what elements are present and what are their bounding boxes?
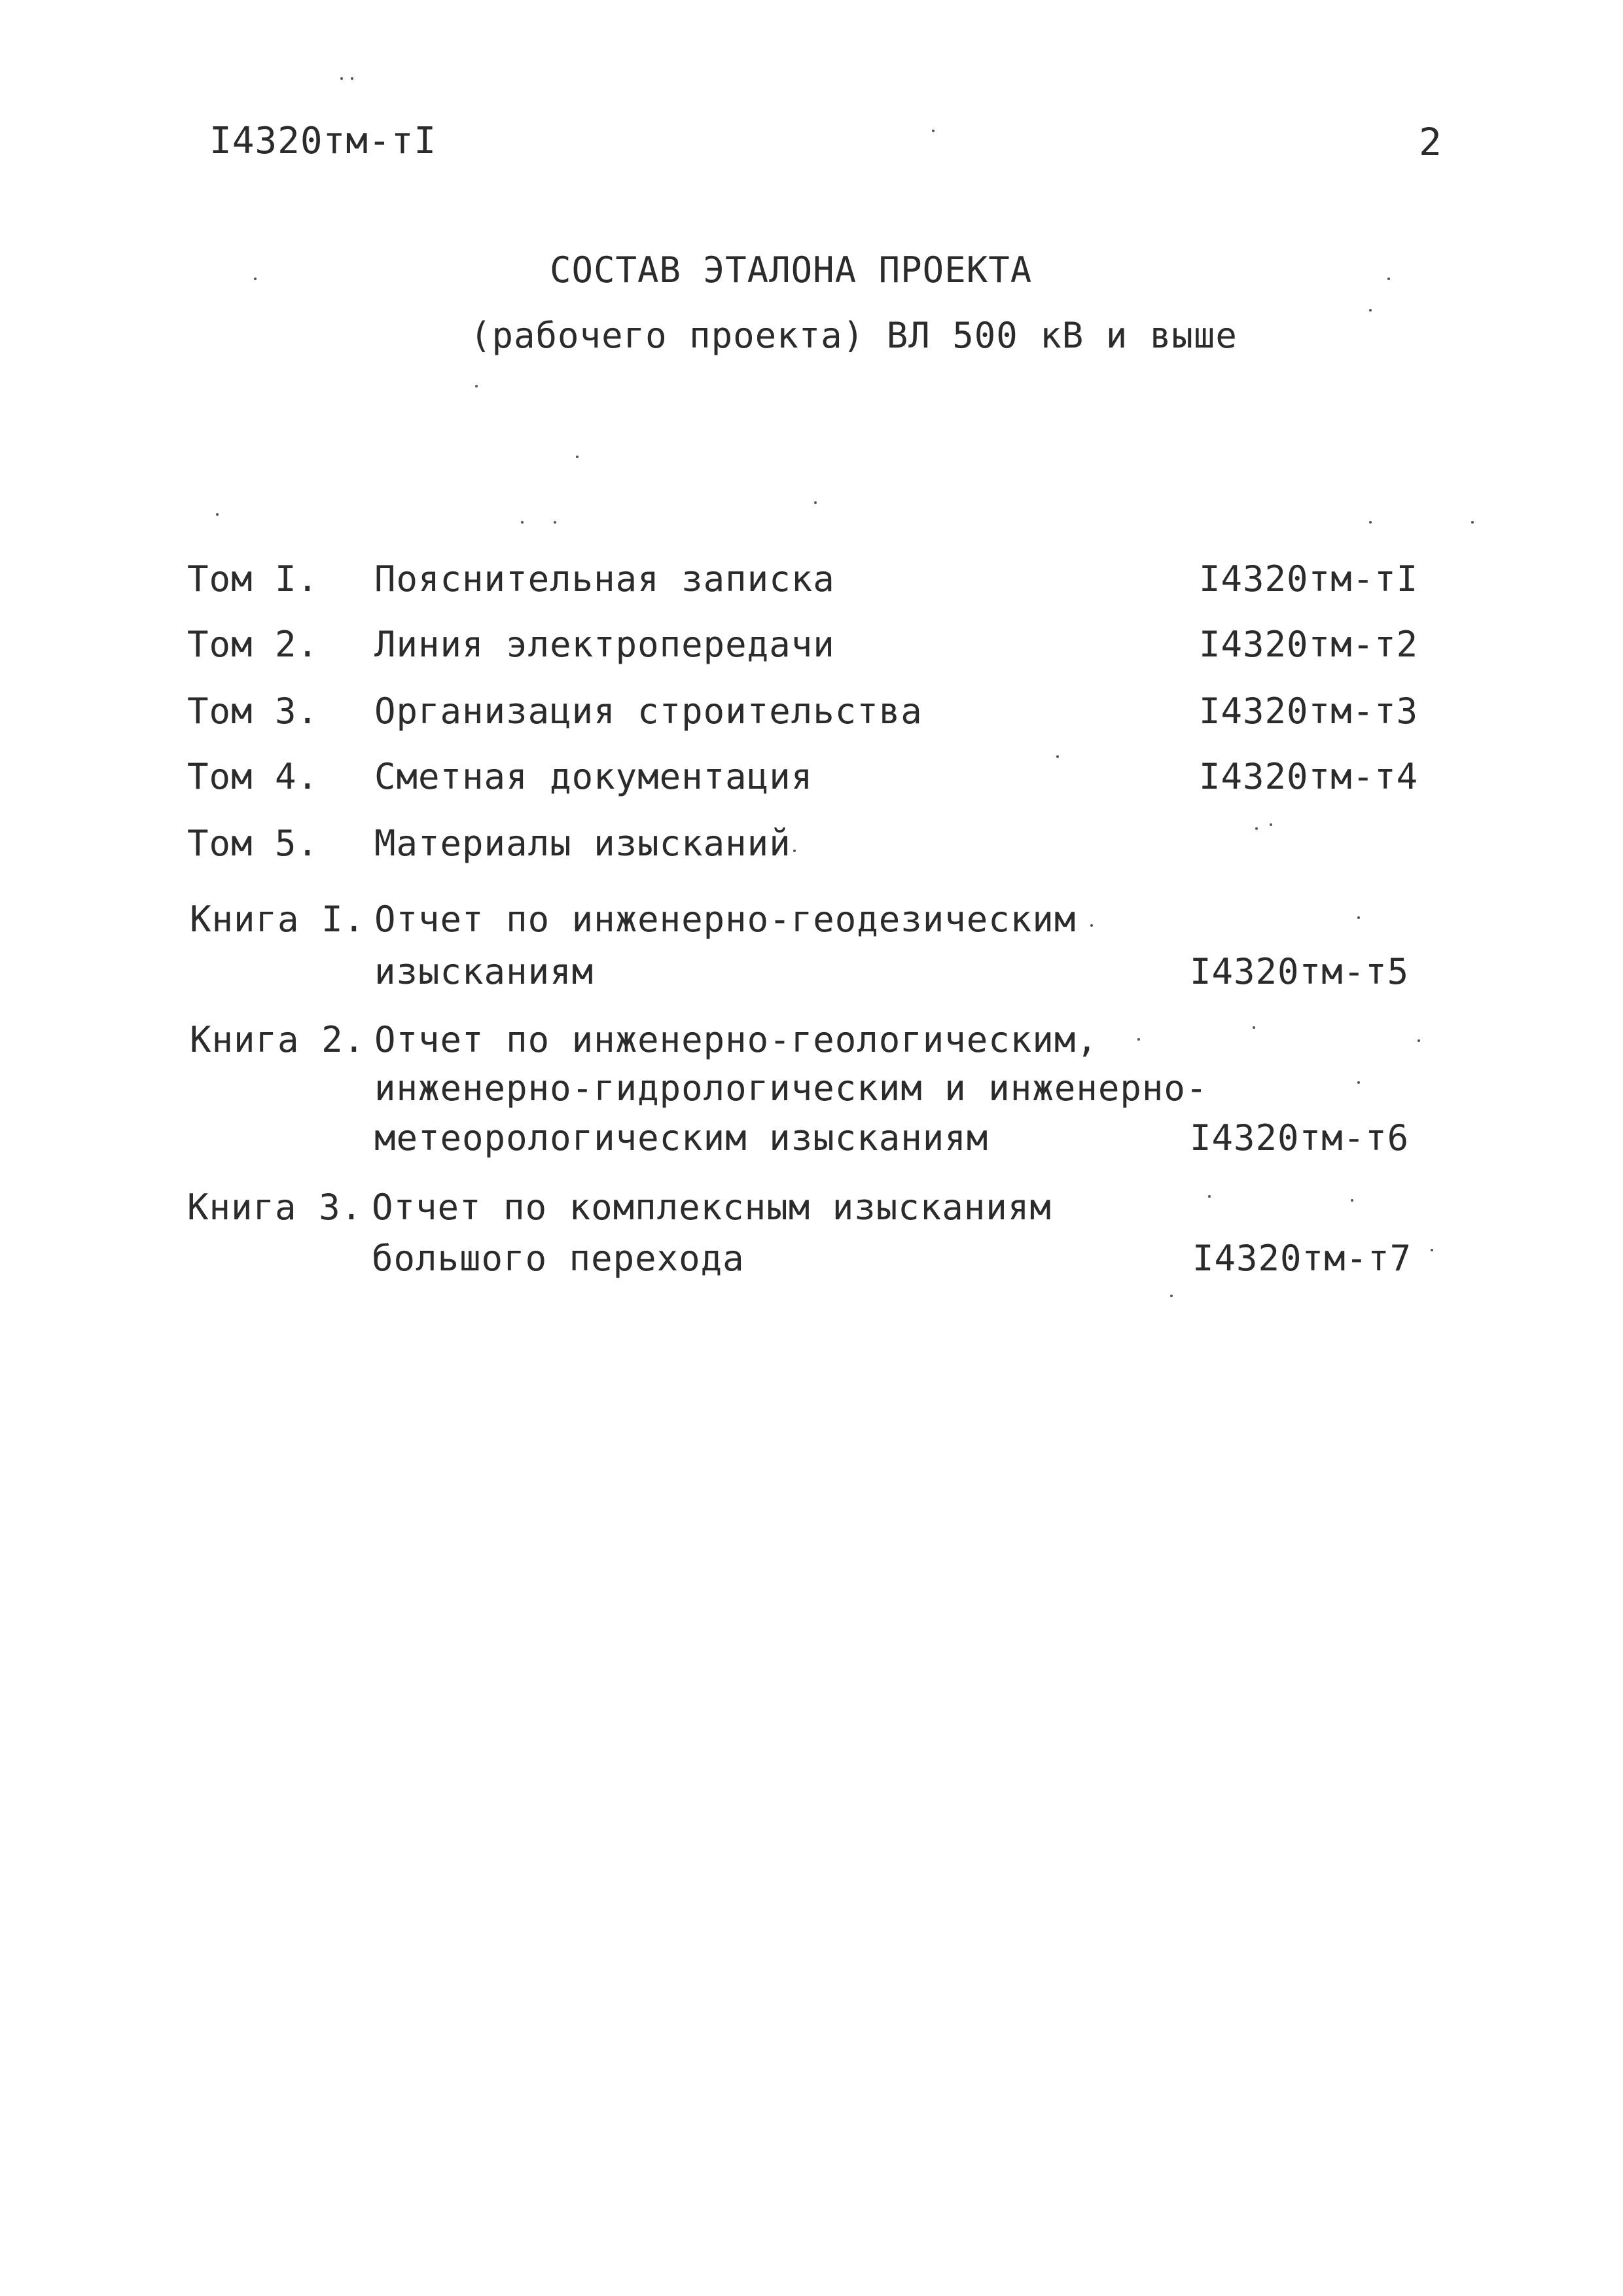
contents-item-code: I4320тм-т6 [1190, 1117, 1410, 1158]
scan-speck [1170, 1295, 1173, 1297]
contents-item-title-cont: инженерно-гидрологическим и инженерно- [374, 1067, 1208, 1109]
scan-speck [1270, 823, 1272, 826]
scan-speck [254, 278, 257, 280]
scan-speck [1351, 1199, 1353, 1202]
scan-speck [793, 850, 796, 852]
contents-item-code: I4320тм-т2 [1199, 624, 1419, 665]
scan-speck [351, 77, 353, 80]
scan-speck [814, 501, 817, 504]
contents-item-label: Том 2. [187, 624, 319, 665]
contents-item-label: Книга 2. [190, 1019, 366, 1060]
scan-speck [475, 385, 478, 387]
scan-speck [554, 521, 556, 524]
contents-item-code: I4320тм-т5 [1190, 951, 1410, 992]
contents-item-title: Линия электропередачи [374, 624, 835, 665]
document-title: СОСТАВ ЭТАЛОНА ПРОЕКТА [550, 249, 1033, 291]
contents-item-label: Том 5. [187, 823, 319, 864]
scan-speck [1369, 521, 1372, 524]
contents-item-title: Материалы изысканий [374, 823, 791, 864]
contents-item-label: Том 4. [187, 756, 319, 797]
scan-speck [340, 77, 343, 80]
contents-item-title-cont: большого перехода [372, 1238, 745, 1279]
document-subtitle: (рабочего проекта) ВЛ 500 кВ и выше [470, 315, 1238, 356]
contents-item-code: I4320тм-т3 [1199, 691, 1419, 732]
scan-speck [1431, 1249, 1433, 1251]
contents-item-code: I4320тм-тI [1199, 558, 1419, 600]
scan-speck [1056, 755, 1059, 758]
scan-speck [1387, 278, 1390, 280]
scan-speck [1090, 924, 1093, 927]
contents-item-title: Организация строительства [374, 691, 923, 732]
scan-speck [521, 521, 524, 524]
scan-speck [1255, 827, 1258, 830]
scan-speck [1357, 916, 1360, 919]
contents-item-label: Том I. [187, 558, 319, 600]
contents-item-title: Сметная документация [374, 756, 813, 797]
contents-item-label: Том 3. [187, 691, 319, 732]
scan-speck [932, 130, 935, 132]
contents-item-title: Отчет по инженерно-геологическим, [374, 1019, 1098, 1060]
contents-item-title-cont: изысканиям [374, 951, 594, 992]
scan-speck [216, 513, 219, 516]
contents-item-code: I4320тм-т4 [1199, 756, 1419, 797]
scan-speck [1357, 1081, 1360, 1084]
header-doc-code: I4320тм-тI [209, 120, 437, 162]
scan-speck [1208, 1195, 1211, 1198]
scan-speck [1253, 1026, 1255, 1029]
contents-item-code: I4320тм-т7 [1192, 1238, 1412, 1279]
contents-item-title: Пояснительная записка [374, 558, 835, 600]
contents-item-label: Книга I. [190, 899, 366, 940]
contents-item-title: Отчет по комплексным изысканиям [372, 1187, 1052, 1228]
contents-item-title: Отчет по инженерно-геодезическим [374, 899, 1077, 940]
contents-item-title-cont: метеорологическим изысканиям [374, 1117, 989, 1158]
scan-speck [1137, 1038, 1140, 1041]
contents-item-label: Книга 3. [187, 1187, 363, 1228]
scan-speck [576, 456, 579, 458]
scan-speck [1418, 1039, 1420, 1042]
scan-speck [1369, 309, 1372, 312]
page-number: 2 [1419, 120, 1442, 164]
scan-speck [1471, 521, 1474, 524]
